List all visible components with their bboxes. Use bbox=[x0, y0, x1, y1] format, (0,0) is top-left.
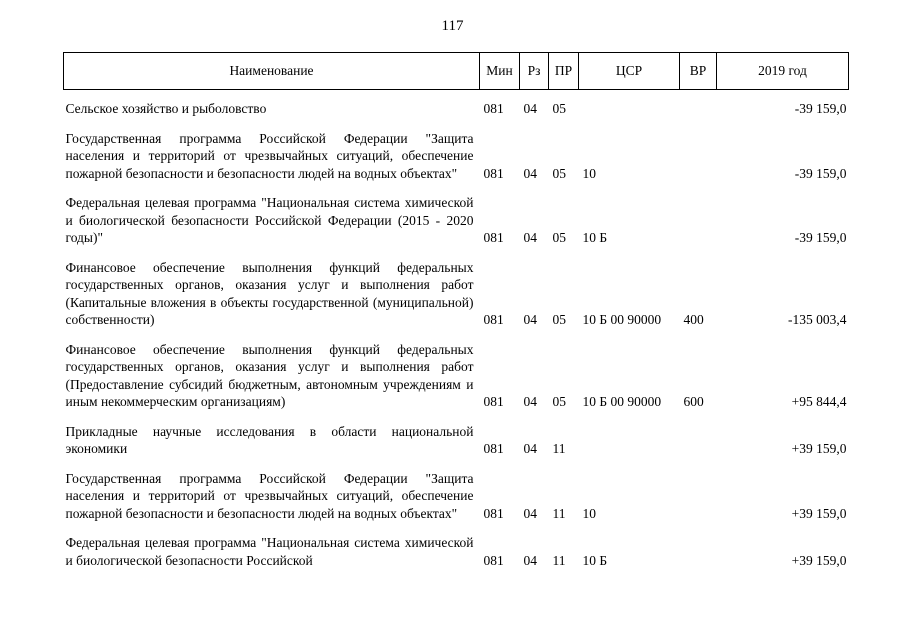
table-row bbox=[64, 522, 849, 569]
row-csr: 10 bbox=[582, 505, 596, 521]
row-amount: +39 159,0 bbox=[791, 505, 847, 521]
table-row bbox=[64, 90, 849, 118]
row-rz: 04 bbox=[523, 441, 537, 456]
row-name: Финансовое обеспечение выполнения функций федеральных государственных органов, оказания услуг и выполнения работ (Капитальные вложения в объекты государственной (муниципальной) собственности) bbox=[65, 259, 474, 327]
header-rz: Рз bbox=[520, 53, 549, 90]
row-rz: 04 bbox=[523, 230, 537, 245]
row-name: Прикладные научные исследования в области национальной экономики bbox=[65, 423, 474, 456]
row-pr: 11 bbox=[552, 441, 566, 456]
row-csr: 10 Б 00 90000 bbox=[582, 394, 662, 409]
table-row bbox=[64, 182, 849, 247]
row-vr bbox=[680, 182, 717, 247]
row-csr bbox=[579, 411, 680, 458]
row-min: 081 bbox=[483, 165, 504, 181]
table-row bbox=[64, 411, 849, 458]
row-name: Сельское хозяйство и рыболовство bbox=[65, 101, 267, 116]
header-min: Мин bbox=[480, 53, 520, 90]
table-row bbox=[64, 329, 849, 411]
row-csr: 10 bbox=[582, 165, 596, 181]
row-rz: 04 bbox=[523, 552, 537, 568]
row-csr: 10 Б 00 90000 bbox=[582, 312, 662, 327]
row-name: Государственная программа Российской Федерации "Защита населения и территорий от чрезвычайных ситуаций, обеспечение пожарной безопасности и безопасности людей на водных объектах" bbox=[65, 130, 474, 181]
row-pr: 11 bbox=[552, 505, 566, 521]
row-min: 081 bbox=[483, 230, 504, 245]
row-pr: 05 bbox=[552, 101, 566, 116]
table-header bbox=[64, 53, 849, 90]
row-vr bbox=[680, 458, 717, 523]
row-amount: +39 159,0 bbox=[791, 441, 847, 456]
row-vr bbox=[680, 522, 717, 569]
row-min: 081 bbox=[483, 505, 504, 521]
table-row bbox=[64, 458, 849, 523]
row-pr: 11 bbox=[552, 552, 566, 568]
row-amount: +39 159,0 bbox=[791, 552, 847, 568]
header-year: 2019 год bbox=[717, 53, 849, 90]
row-vr bbox=[680, 118, 717, 183]
header-name: Наименование bbox=[64, 53, 480, 90]
row-pr: 05 bbox=[552, 165, 566, 181]
row-min: 081 bbox=[483, 441, 504, 456]
row-min: 081 bbox=[483, 552, 504, 568]
row-csr: 10 Б bbox=[582, 552, 608, 568]
row-amount: -39 159,0 bbox=[794, 101, 847, 116]
row-rz: 04 bbox=[523, 101, 537, 116]
row-name: Федеральная целевая программа "Национальная система химической и биологической безопасности Российской Федерации (2015 - 2020 годы)" bbox=[65, 195, 474, 245]
row-amount: +95 844,4 bbox=[791, 394, 847, 409]
row-vr: 400 bbox=[683, 312, 704, 327]
row-amount: -135 003,4 bbox=[788, 312, 847, 327]
row-name: Федеральная целевая программа "Национальная система химической и биологической безопасности Российской bbox=[65, 535, 474, 568]
header-csr: ЦСР bbox=[579, 53, 680, 90]
row-pr: 05 bbox=[552, 230, 566, 245]
table-row bbox=[64, 118, 849, 183]
page-number: 117 bbox=[441, 18, 464, 34]
table-row bbox=[64, 247, 849, 329]
row-amount: -39 159,0 bbox=[794, 230, 847, 245]
header-vr: ВР bbox=[680, 53, 717, 90]
row-rz: 04 bbox=[523, 312, 537, 327]
row-rz: 04 bbox=[523, 394, 537, 409]
row-min: 081 bbox=[483, 312, 504, 327]
header-pr: ПР bbox=[549, 53, 579, 90]
row-vr bbox=[680, 90, 717, 118]
row-name: Финансовое обеспечение выполнения функций федеральных государственных органов, оказания услуг и выполнения работ (Предоставление субсидий бюджетным, автономным учреждениям и иным некоммерческим организациям) bbox=[65, 341, 474, 409]
row-min: 081 bbox=[483, 394, 504, 409]
row-csr bbox=[579, 90, 680, 118]
row-min: 081 bbox=[483, 101, 504, 116]
row-vr: 600 bbox=[683, 394, 704, 409]
row-pr: 05 bbox=[552, 394, 566, 409]
row-name: Государственная программа Российской Федерации "Защита населения и территорий от чрезвычайных ситуаций, обеспечение пожарной безопасности и безопасности людей на водных объектах" bbox=[65, 470, 474, 521]
row-csr: 10 Б bbox=[582, 230, 608, 245]
budget-table bbox=[63, 52, 849, 569]
row-vr bbox=[680, 411, 717, 458]
row-rz: 04 bbox=[523, 505, 537, 521]
row-pr: 05 bbox=[552, 312, 566, 327]
row-amount: -39 159,0 bbox=[794, 165, 847, 181]
row-rz: 04 bbox=[523, 165, 537, 181]
